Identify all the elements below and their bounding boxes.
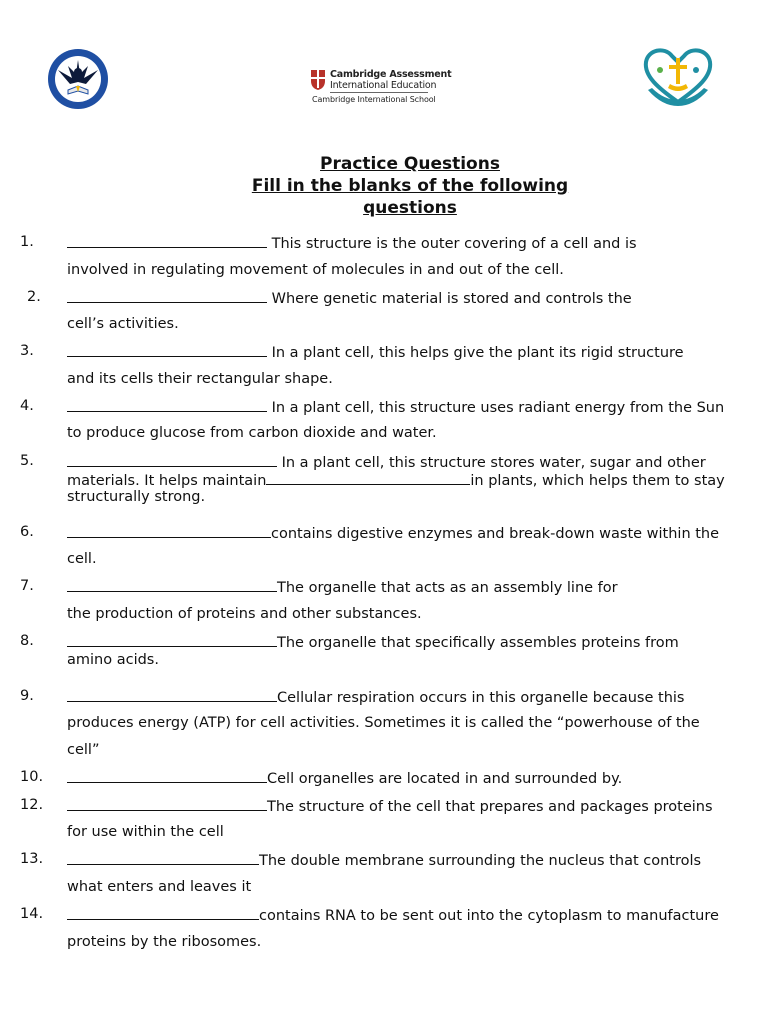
question-line-2: the production of proteins and other substances. [67,606,422,622]
question-text: The organelle that acts as an assembly line for [277,580,618,596]
cambridge-logo [310,68,452,108]
answer-blank[interactable] [67,233,267,248]
answer-blank[interactable] [67,452,277,467]
question-line [67,342,684,362]
question-line [67,905,719,925]
question-line-2 [67,470,725,490]
question-number: 14. [20,906,44,922]
answer-blank[interactable] [67,796,267,811]
eagle-crest-icon [46,48,110,110]
question-line-2: for use within the cell [67,824,224,840]
question-text: The structure of the cell that prepares and packages proteins [267,799,713,815]
question-line-2: to produce glucose from carbon dioxide and water. [67,425,437,441]
answer-blank[interactable] [67,397,267,412]
question-text: Cellular respiration occurs in this organelle because this [277,690,685,706]
question-number: 1. [20,234,34,250]
answer-blank[interactable] [67,288,267,303]
answer-blank[interactable] [67,687,277,702]
question-text: The double membrane surrounding the nucleus that controls [259,853,702,869]
answer-blank[interactable] [67,632,277,647]
cambridge-shield-icon [310,69,326,91]
question-line [67,452,706,472]
question-number: 3. [20,343,34,359]
question-line-2: involved in regulating movement of molecules in and out of the cell. [67,262,564,278]
answer-blank[interactable] [67,850,259,865]
school-crest-logo [46,48,110,110]
page-subtitle-line2: questions [363,198,457,218]
cambridge-subname: International Education [330,80,437,91]
cambridge-name: Cambridge Assessment [330,69,452,80]
question-number: 8. [20,633,34,649]
question-number: 12. [20,797,44,813]
question-text: This structure is the outer covering of a cell and is [271,236,637,252]
question-line [67,233,637,253]
question-line-2: proteins by the ribosomes. [67,934,262,950]
question-number: 13. [20,851,44,867]
question-number: 10. [20,769,44,785]
question-text: contains RNA to be sent out into the cytoplasm to manufacture [259,908,719,924]
question-line-2: cell’s activities. [67,316,179,332]
question-line [67,288,632,308]
question-text: Where genetic material is stored and controls the [271,291,632,307]
page-title: Practice Questions [320,154,500,174]
question-line-2: cell. [67,551,97,567]
question-text: In a plant cell, this helps give the plant its rigid structure [271,345,684,361]
question-line [67,850,701,870]
question-line [67,397,724,417]
answer-blank[interactable] [67,768,267,783]
answer-blank-2[interactable] [266,470,470,485]
question-line [67,523,719,543]
question-number: 7. [20,578,34,594]
answer-blank[interactable] [67,342,267,357]
question-line [67,796,713,816]
cambridge-divider [330,92,428,93]
question-line [67,687,684,707]
cambridge-school-label: Cambridge International School [312,95,436,104]
question-text: materials. It helps maintain [67,473,267,489]
question-text: The organelle that specifically assembles proteins from [277,635,679,651]
question-line-2: produces energy (ATP) for cell activities. Sometimes it is called the “powerhouse of the [67,715,700,731]
question-text: in plants, which helps them to stay [470,473,725,489]
question-number: 4. [20,398,34,414]
question-line [67,632,679,652]
answer-blank[interactable] [67,905,259,920]
question-line-2: what enters and leaves it [67,879,252,895]
question-number: 6. [20,524,34,540]
question-number: 5. [20,453,34,469]
heart-cross-logo [638,44,718,114]
page-subtitle-line1: Fill in the blanks of the following [251,176,569,196]
answer-blank[interactable] [67,523,271,538]
question-text: In a plant cell, this structure uses radiant energy from the Sun [271,400,725,416]
answer-blank[interactable] [67,577,277,592]
question-line-2: amino acids. [67,652,159,668]
question-line [67,577,618,597]
question-line-3: structurally strong. [67,489,206,505]
question-line-2: and its cells their rectangular shape. [67,371,333,387]
question-number: 2. [27,289,41,305]
question-number: 9. [20,688,34,704]
question-line [67,768,622,788]
question-line-3: cell” [67,742,100,758]
question-text: Cell organelles are located in and surrounded by. [267,771,623,787]
heart-hands-icon [638,44,718,114]
question-text: contains digestive enzymes and break-down waste within the [271,526,720,542]
question-text: In a plant cell, this structure stores water, sugar and other [281,455,706,471]
